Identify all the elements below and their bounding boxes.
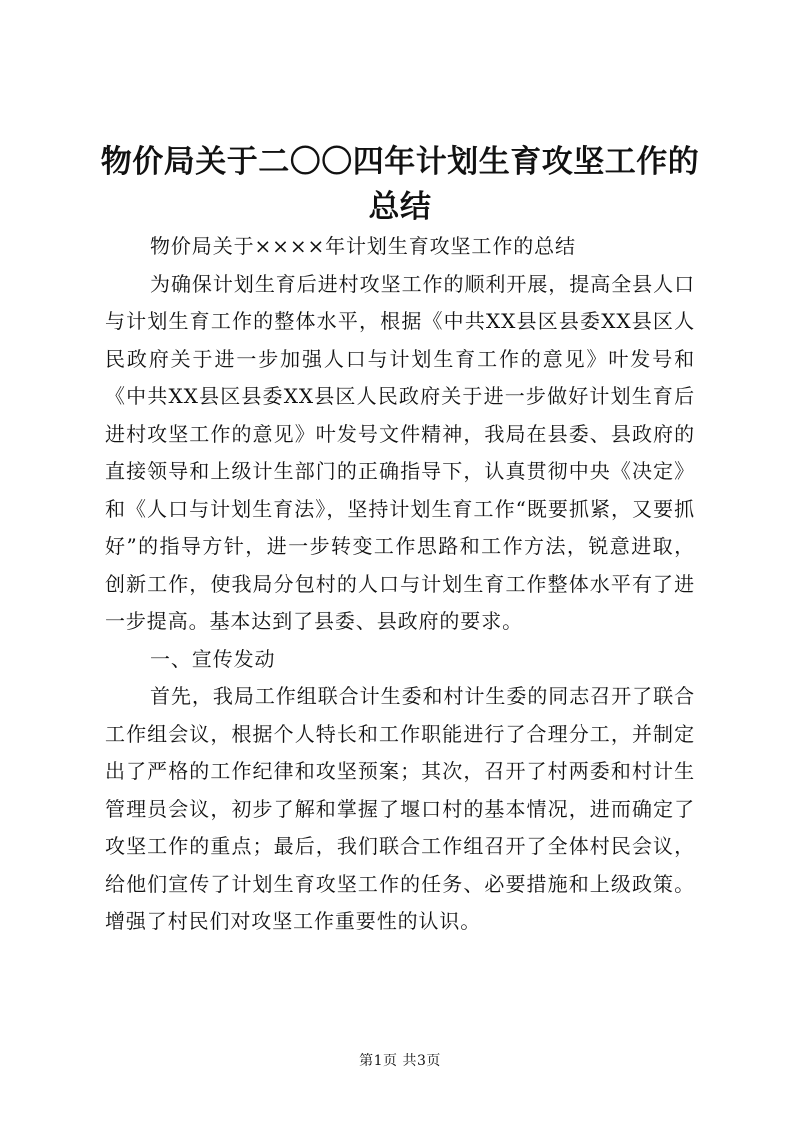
- intro-paragraph: 为确保计划生育后进村攻坚工作的顺利开展，提高全县人口与计划生育工作的整体水平，根据《中共XX县区县委XX县区人民政府关于进一步加强人口与计划生育工作的意见》叶发号和《中共XX县区县委XX县区人民政府关于进一步做好计划生育后进村攻坚工作的意见》叶发号文件精神，我局在县委、县政府的直接领导和上级计生部门的正确指导下，认真贯彻中央《决定》和《人口与计划生育法》，坚持计划生育工作“既要抓紧，又要抓好”的指导方针，进一步转变工作思路和工作方法，锐意进取，创新工作，使我局分包村的人口与计划生育工作整体水平有了进一步提高。基本达到了县委、县政府的要求。: [105, 271, 695, 633]
- page-footer: 第1页 共3页: [359, 1053, 441, 1069]
- subtitle-paragraph: 物价局关于××××年计划生育攻坚工作的总结: [150, 234, 576, 258]
- document-body: [105, 228, 695, 941]
- section-heading: 一、宣传发动: [150, 646, 276, 671]
- section-paragraph: 首先，我局工作组联合计生委和村计生委的同志召开了联合工作组会议，根据个人特长和工作职能进行了合理分工，并制定出了严格的工作纪律和攻坚预案；其次，召开了村两委和村计生管理员会议，初步了解和掌握了堰口村的基本情况，进而确定了攻坚工作的重点；最后，我们联合工作组召开了全体村民会议，给他们宣传了计划生育攻坚工作的任务、必要措施和上级政策。增强了村民们对攻坚工作重要性的认识。: [105, 684, 695, 933]
- document-title: 物价局关于二〇〇四年计划生育攻坚工作的总结: [100, 144, 700, 225]
